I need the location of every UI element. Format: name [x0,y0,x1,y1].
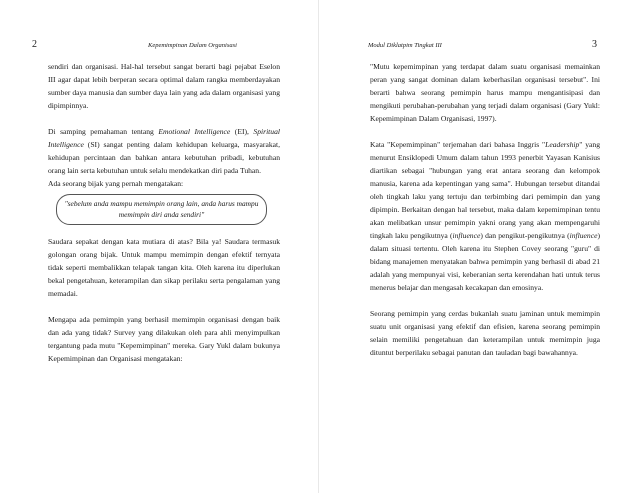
text-run: ) dalam situasi tertentu. Oleh karena itu Stephen Covey seorang "guru" di bidang manajemen menyatakan bahwa pemimpin yang berhasil di abad 21 adalah yang mempunyai visi, keberanian serta kerendahan hati untuk terus menerus belajar dan mengasah kecakapan dan emosinya. [370,231,600,292]
body-text [370,60,600,372]
emphasis: Leadership [545,140,580,149]
emphasis: Spiritual Intelligence [48,127,280,149]
right-page [319,0,638,493]
running-head: Modul Diklatpim Tingkat III [368,42,442,49]
text-run: Ada seorang bijak yang pernah mengatakan: [48,179,184,188]
page-number: 2 [32,39,37,50]
text-run: (EI), [230,127,254,136]
page-number: 3 [592,39,597,50]
paragraph [370,138,600,294]
emphasis: influence [452,231,481,240]
text-run: Kata "Kepemimpinan" terjemahan dari bahasa Inggris " [370,140,546,149]
emphasis: Emotional Intelligence [158,127,231,136]
quote-box: "sebelum anda mampu memimpin orang lain, anda harus mampu memimpin diri anda sendiri" [56,194,267,225]
text-run: Di samping pemahaman tentang [48,127,159,136]
paragraph: sendiri dan organisasi. Hal-hal tersebut sangat berarti bagi pejabat Eselon III agar dapat lebih berperan secara optimal dalam rangka memberdayakan sumber daya manusia dan sumber daya lain yang ada dalam organisasi yang dipimpinnya. [48,62,280,110]
paragraph: Saudara sepakat dengan kata mutiara di atas? Bila ya! Saudara termasuk golongan orang bijak. Untuk mampu memimpin dengan efektif ternyata tidak seperti membalikkan telapak tangan kita. Oleh karena itu diperlukan bekal pengetahuan, keterampilan dan sikap perilaku serta pengalaman yang memadai. [48,237,280,298]
text-run: " yang menurut Ensiklopedi Umum dalam tahun 1993 penerbit Yayasan Kanisius diartikan sebagai "hubungan yang erat antara seorang dan kelompok manusia, karena ada kepentingan yang sama". Hubungan tersebut ditandai oleh tingkah laku yang tertuju dan terbimbing dari pemimpin dan yang dipimpin. Berkaitan dengan hal tersebut, maka dalam kepemimpinan tentu akan melibatkan unsur pemimpin yakni orang yang akan mempengaruhi tingkah laku pengikutnya ( [370,140,600,240]
emphasis: influence [569,231,598,240]
paragraph [48,125,280,190]
text-run: (SI) sangat penting dalam kehidupan keluarga, masyarakat, kehidupan percintaan dan bahkan antara kebutuhan pribadi, kebutuhan orang lain serta kebutuhan untuk selalu mendekatkan diri pada Tuhan. [48,140,280,175]
running-head: Kepemimpinan Dalam Organisasi [148,42,237,49]
text-run: ) dan pengikut-pengikutnya ( [480,231,570,240]
body-text [48,60,280,378]
paragraph: Seorang pemimpin yang cerdas bukanlah suatu jaminan untuk memimpin suatu unit organisasi yang efektif dan efisien, karena seorang pemimpin selain memiliki pengetahuan dan keterampilan untuk memimpin juga dituntut berperilaku sebagai panutan dan tauladan bagi bawahannya. [370,309,600,357]
paragraph: "Mutu kepemimpinan yang terdapat dalam suatu organisasi memainkan peran yang sangat dominan dalam keberhasilan organisasi tersebut". Ini berarti bahwa seorang pemimpin harus mampu mengantisipasi dan mengikuti perubahan-perubahan yang terjadi dalam organisasi (Gary Yukl: Kepemimpinan Dalam Organisasi, 1997). [370,62,600,123]
paragraph: Mengapa ada pemimpin yang berhasil memimpin organisasi dengan baik dan ada yang tidak? Survey yang dilakukan oleh para ahli menyimpulkan tergantung pada mutu "Kepemimpinan" mereka. Gary Yukl dalam bukunya Kepemimpinan dan Organisasi mengatakan: [48,315,280,363]
